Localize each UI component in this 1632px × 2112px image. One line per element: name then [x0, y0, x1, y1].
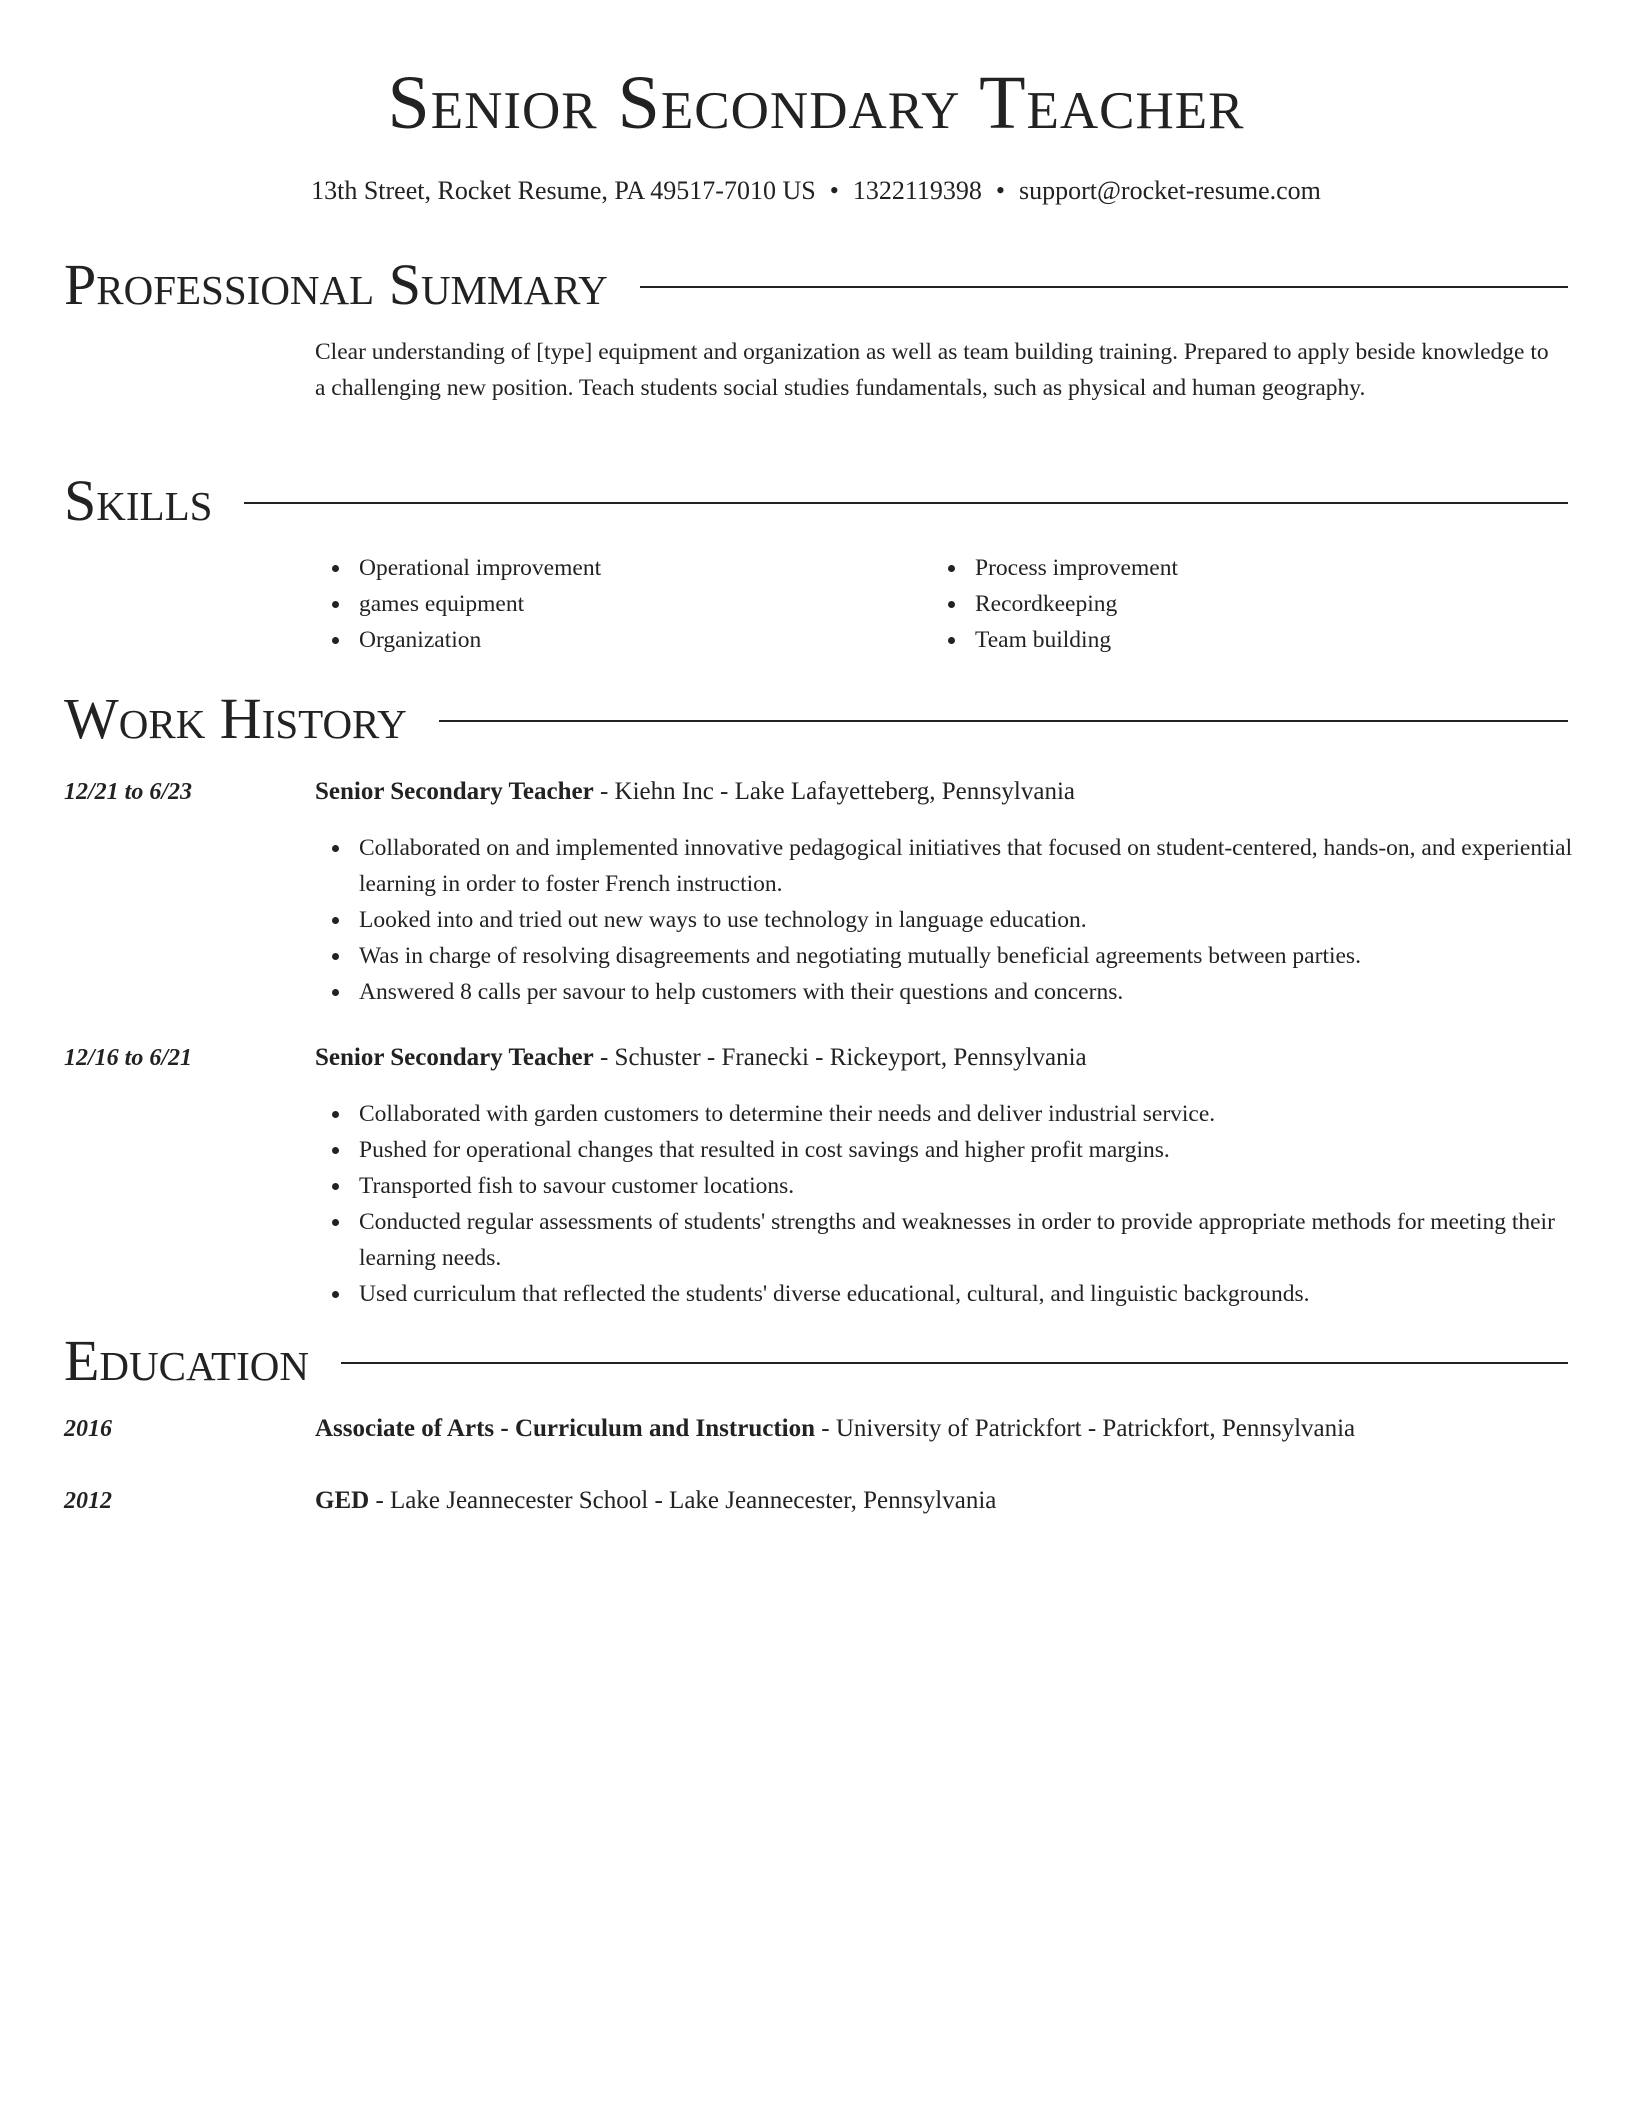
job-title-line	[315, 774, 1565, 810]
job-bullet: Collaborated on and implemented innovative pedagogical initiatives that focused on student-centered, hands-on, and experiential learning in order to foster French instruction.	[315, 830, 1595, 902]
job-dates: 12/21 to 6/23	[64, 779, 193, 805]
skills-list-left	[315, 550, 875, 658]
skill-item: Organization	[315, 622, 875, 658]
contact-address: 13th Street, Rocket Resume, PA 49517-7010 US	[311, 176, 816, 205]
contact-line	[64, 174, 1568, 208]
job-details: - Kiehn Inc - Lake Lafayetteberg, Pennsylvania	[593, 778, 1076, 805]
skills-heading: Skills	[64, 468, 213, 533]
skill-item: Process improvement	[931, 550, 1491, 586]
job-details: - Schuster - Franecki - Rickeyport, Pennsylvania	[593, 1044, 1087, 1071]
skill-item: Team building	[931, 622, 1491, 658]
job-bullet: Looked into and tried out new ways to use technology in language education.	[315, 902, 1595, 938]
skills-list-right	[931, 550, 1491, 658]
job-bullet: Was in charge of resolving disagreements and negotiating mutually beneficial agreements between parties.	[315, 938, 1595, 974]
summary-text: Clear understanding of [type] equipment and organization as well as team building training. Prepared to apply beside knowledge to a challenging new position. Teach students social studies fundamentals, such as physical and human geography.	[315, 339, 1549, 401]
skill-item: games equipment	[315, 586, 875, 622]
education-section-heading	[64, 1326, 1568, 1396]
education-year: 2016	[64, 1416, 112, 1442]
summary-section-heading	[64, 250, 1568, 320]
education-year: 2012	[64, 1488, 112, 1514]
job-bullet: Used curriculum that reflected the students' diverse educational, cultural, and linguistic backgrounds.	[315, 1276, 1595, 1312]
job-bullet: Pushed for operational changes that resulted in cost savings and higher profit margins.	[315, 1132, 1595, 1168]
education-heading: Education	[64, 1328, 309, 1393]
job-title-line	[315, 1040, 1565, 1076]
skill-item: Operational improvement	[315, 550, 875, 586]
education-line	[315, 1483, 1565, 1519]
job-title: Senior Secondary Teacher	[315, 778, 594, 805]
job-bullet: Conducted regular assessments of students' strengths and weaknesses in order to provide appropriate methods for meeting their learning needs.	[315, 1204, 1595, 1276]
job-bullets	[315, 1096, 1595, 1312]
work-section-heading	[64, 684, 1568, 754]
contact-phone: 1322119398	[852, 176, 982, 205]
job-bullets	[315, 830, 1595, 1010]
job-bullet: Answered 8 calls per savour to help customers with their questions and concerns.	[315, 974, 1595, 1010]
education-details: - University of Patrickfort - Patrickfort, Pennsylvania	[815, 1415, 1356, 1442]
education-line	[315, 1411, 1565, 1447]
job-bullet: Transported fish to savour customer locations.	[315, 1168, 1595, 1204]
education-degree: GED	[315, 1487, 370, 1514]
education-degree: Associate of Arts - Curriculum and Instruction	[315, 1415, 815, 1442]
section-divider	[244, 502, 1568, 504]
section-divider	[341, 1362, 1568, 1364]
resume-title: Senior Secondary Teacher	[387, 61, 1245, 145]
skill-item: Recordkeeping	[931, 586, 1491, 622]
summary-heading: Professional Summary	[64, 252, 608, 317]
job-title: Senior Secondary Teacher	[315, 1044, 594, 1071]
contact-separator: •	[995, 176, 1005, 205]
contact-email: support@rocket-resume.com	[1018, 176, 1321, 205]
education-details: - Lake Jeannecester School - Lake Jeannecester, Pennsylvania	[369, 1487, 997, 1514]
job-dates: 12/16 to 6/21	[64, 1045, 193, 1071]
work-heading: Work History	[64, 686, 407, 751]
job-bullet: Collaborated with garden customers to determine their needs and deliver industrial service.	[315, 1096, 1595, 1132]
resume-page	[64, 0, 1573, 2112]
section-divider	[640, 286, 1568, 288]
contact-separator: •	[829, 176, 839, 205]
section-divider	[439, 720, 1568, 722]
skills-section-heading	[64, 466, 1568, 536]
